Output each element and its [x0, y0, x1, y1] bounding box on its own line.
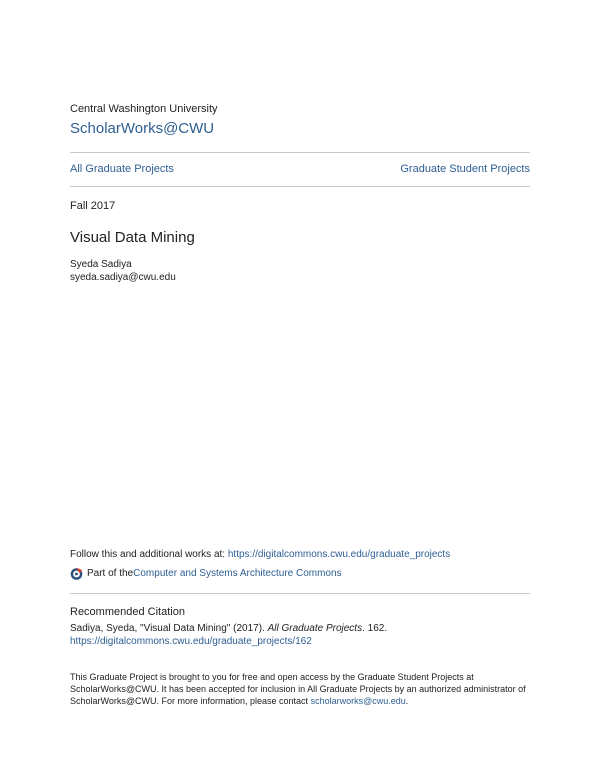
citation-text [70, 623, 387, 634]
access-notice-line-3 [70, 696, 408, 706]
citation-series: All Graduate Projects [267, 623, 363, 634]
citation-text-after: . 162. [362, 623, 388, 634]
publication-date: Fall 2017 [70, 200, 116, 212]
citation-url-link[interactable]: https://digitalcommons.cwu.edu/graduate_projects/162 [70, 636, 312, 647]
citation-text-before: Sadiya, Syeda, "Visual Data Mining" (2017). [70, 623, 268, 634]
top-divider [70, 152, 530, 153]
notice-contact-prefix: ScholarWorks@CWU. For more information, please contact [70, 696, 311, 706]
institution-name: Central Washington University [70, 103, 218, 115]
part-of-line [70, 567, 342, 580]
author-name: Syeda Sadiya [70, 259, 132, 270]
nav-divider [70, 186, 530, 187]
follow-prefix: Follow this and additional works at: [70, 549, 228, 560]
contact-email-link[interactable]: scholarworks@cwu.edu [310, 696, 406, 706]
document-title: Visual Data Mining [70, 229, 195, 246]
graduate-student-projects-link[interactable]: Graduate Student Projects [400, 163, 530, 175]
access-notice-line-2: ScholarWorks@CWU. It has been accepted for inclusion in All Graduate Projects by an authorized administrator of [70, 684, 526, 694]
commons-network-icon [70, 567, 83, 580]
notice-contact-suffix: . [405, 696, 409, 706]
author-email: syeda.sadiya@cwu.edu [70, 272, 176, 283]
follow-line [70, 549, 450, 560]
citation-heading: Recommended Citation [70, 606, 185, 618]
follow-url-link[interactable]: https://digitalcommons.cwu.edu/graduate_projects [227, 549, 451, 560]
all-graduate-projects-link[interactable]: All Graduate Projects [70, 163, 174, 175]
part-of-prefix: Part of the [87, 568, 134, 579]
citation-divider [70, 593, 530, 594]
access-notice-line-1: This Graduate Project is brought to you for free and open access by the Graduate Student Projects at [70, 672, 474, 682]
repository-link[interactable]: ScholarWorks@CWU [70, 120, 215, 137]
commons-link[interactable]: Computer and Systems Architecture Commons [133, 568, 342, 579]
